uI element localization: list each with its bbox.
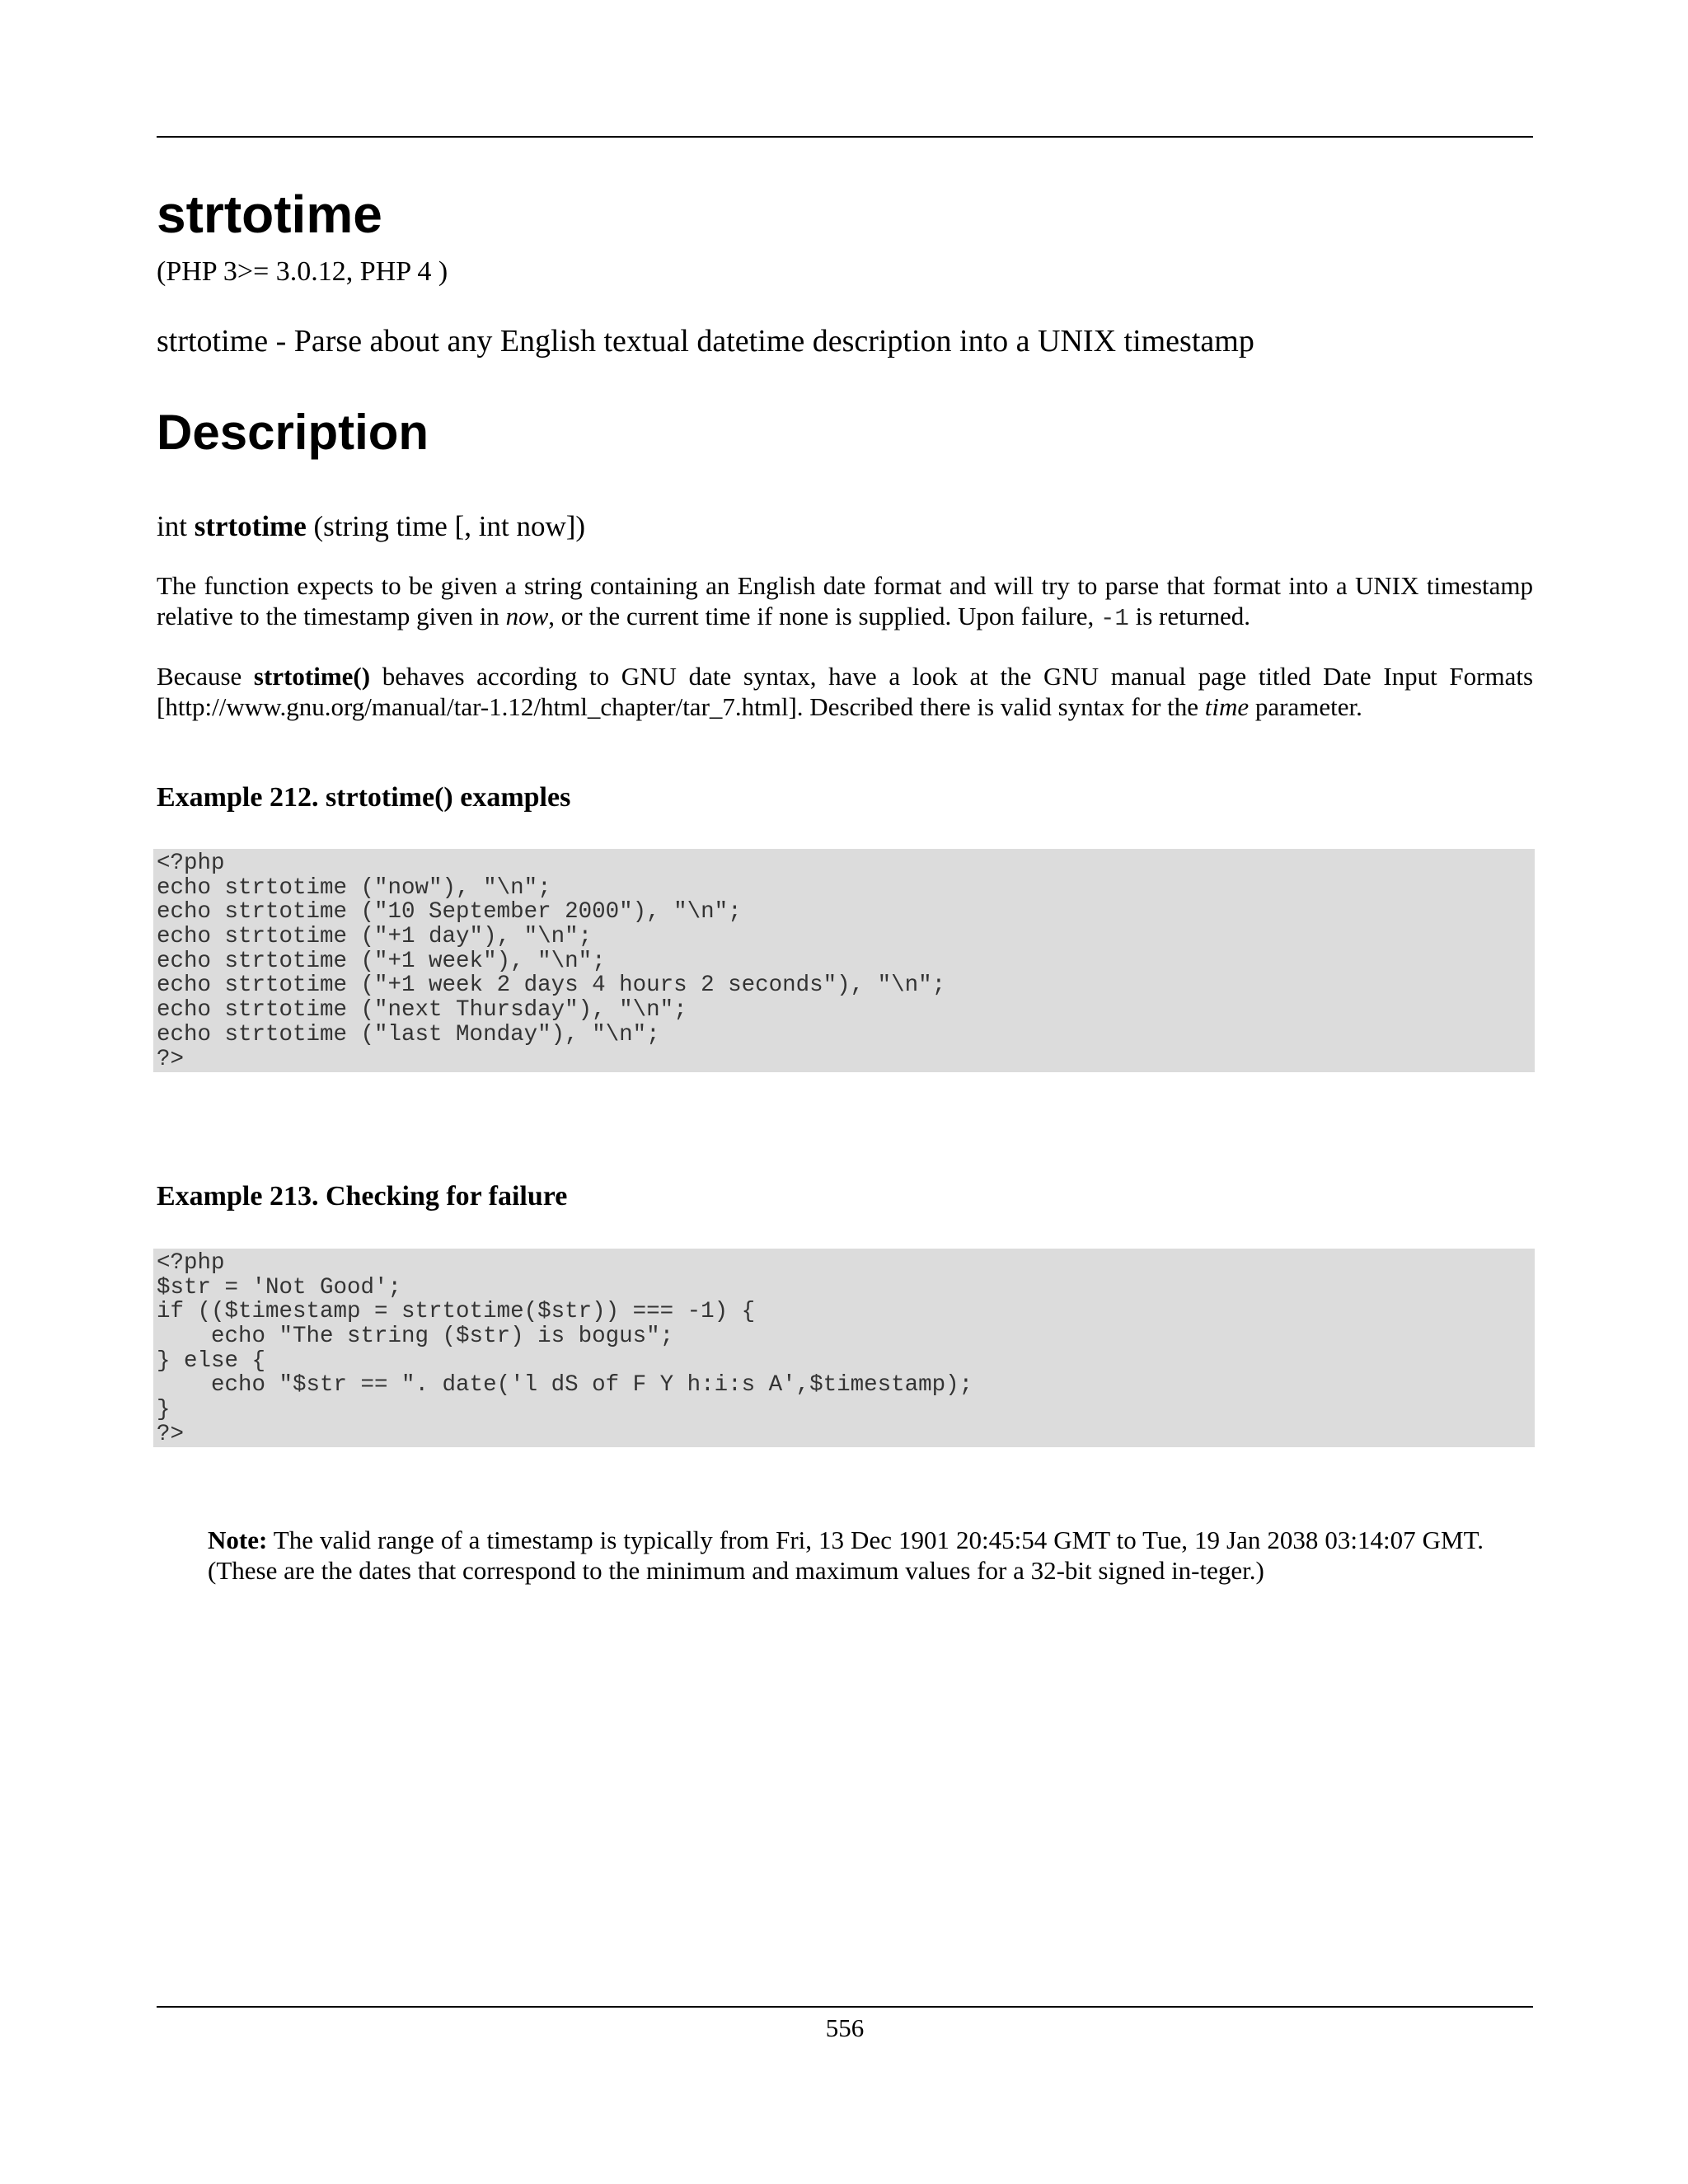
- para1-text-a: The function expects to be given a string containing an English date format and will try to parse that format into a UNIX timestamp relative to the timestamp given in: [157, 571, 1533, 630]
- para2-text-c: parameter.: [1249, 692, 1362, 721]
- example-213-title: Example 213. Checking for failure: [157, 1181, 568, 1212]
- code-line: if (($timestamp = strtotime($str)) === -1) {: [157, 1299, 756, 1325]
- example-213-code: [153, 1249, 1535, 1447]
- description-paragraph-2: [157, 661, 1533, 722]
- function-synopsis: [157, 509, 585, 544]
- function-purpose: strtotime - Parse about any English textual datetime description into a UNIX timestamp: [157, 324, 1254, 359]
- code-line: echo strtotime ("10 September 2000"), "\n";: [157, 899, 742, 926]
- synopsis-function-name: strtotime: [194, 510, 307, 542]
- para1-text-c: is returned.: [1128, 602, 1251, 630]
- note-text: The valid range of a timestamp is typically from Fri, 13 Dec 1901 20:45:54 GMT to Tue, 19 Jan 2038 03:14:07 GMT. (These are the dates that correspond to the minimum and maximum values for a 32-bit signed in-teger.): [208, 1526, 1484, 1585]
- code-line: echo strtotime ("last Monday"), "\n";: [157, 1021, 660, 1047]
- description-heading: Description: [157, 405, 429, 460]
- code-line: echo strtotime ("now"), "\n";: [157, 874, 551, 901]
- example-212-title: Example 212. strtotime() examples: [157, 782, 571, 813]
- para2-text-a: Because: [157, 662, 254, 691]
- example-212-code: [153, 849, 1535, 1072]
- code-line: echo strtotime ("+1 week"), "\n";: [157, 948, 606, 974]
- code-line: <?php: [157, 851, 225, 876]
- code-line: $str = 'Not Good';: [157, 1274, 402, 1301]
- code-line: ?>: [157, 1046, 185, 1072]
- synopsis-return-type: int: [157, 510, 195, 542]
- para1-emphasis-now: now: [505, 602, 549, 630]
- function-title: strtotime: [157, 185, 382, 244]
- para2-emphasis-time: time: [1204, 692, 1250, 721]
- code-line: echo "$str == ". date('l dS of F Y h:i:s A',$timestamp);: [157, 1372, 973, 1399]
- para2-strong-function: strtotime(): [253, 662, 371, 691]
- code-line: echo strtotime ("next Thursday"), "\n";: [157, 997, 687, 1024]
- para2-text-b: behaves according to GNU date syntax, have a look at the GNU manual page titled Date Input Formats [http://www.gnu.org/manual/tar-1.12/html_chapter/tar_7.html]. Described there is valid syntax for the: [157, 662, 1534, 721]
- code-line: } else {: [157, 1347, 266, 1374]
- synopsis-params: (string time [, int now]): [306, 510, 586, 542]
- bottom-rule: [157, 2006, 1533, 2008]
- note-block: [208, 1525, 1484, 1586]
- description-paragraph-1: [157, 570, 1533, 634]
- page-number: 556: [825, 2013, 865, 2042]
- code-line: }: [157, 1397, 171, 1423]
- para1-text-b: , or the current time if none is supplied. Upon failure,: [548, 602, 1101, 630]
- code-line: echo strtotime ("+1 day"), "\n";: [157, 924, 593, 950]
- code-line: echo "The string ($str) is bogus";: [157, 1324, 674, 1350]
- top-rule: [157, 136, 1533, 138]
- document-page: [157, 0, 1533, 2184]
- code-line: echo strtotime ("+1 week 2 days 4 hours 2 seconds"), "\n";: [157, 972, 946, 999]
- code-line: <?php: [157, 1250, 225, 1276]
- para1-inline-code: -1: [1100, 605, 1129, 632]
- php-versions: (PHP 3>= 3.0.12, PHP 4 ): [157, 256, 448, 287]
- note-label: Note:: [208, 1526, 268, 1554]
- code-line: ?>: [157, 1421, 185, 1447]
